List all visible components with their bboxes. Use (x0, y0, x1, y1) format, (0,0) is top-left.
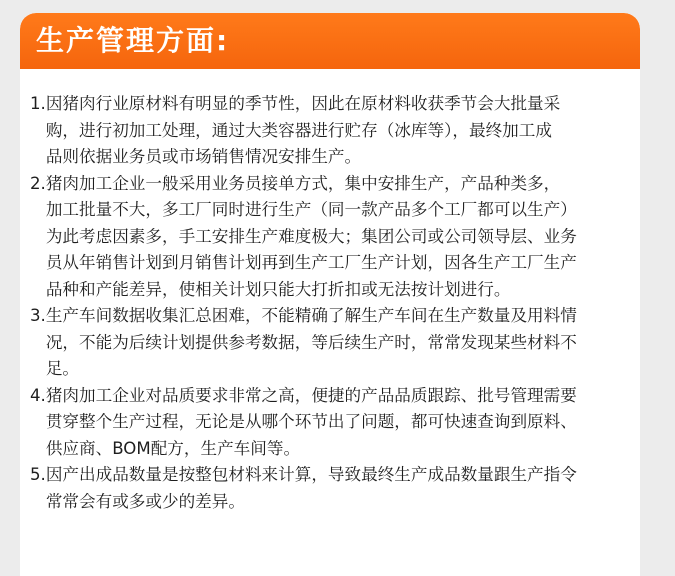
list-item (30, 303, 636, 383)
item-line: 况，不能为后续计划提供参考数据，等后续生产时，常常发现某些材料不 (45, 332, 577, 352)
item-number: 1. (30, 94, 46, 113)
list-item (30, 383, 636, 463)
item-text (46, 462, 636, 515)
item-line: 生产车间数据收集汇总困难，不能精确了解生产车间在生产数量及用料情 (45, 306, 577, 325)
item-line: 加工批量不大，多工厂同时进行生产（同一款产品多个工厂都可以生产） (45, 200, 577, 219)
item-line: 因猪肉行业原材料有明显的季节性，因此在原材料收获季节会大批量采 (45, 94, 561, 113)
list-item (30, 462, 636, 515)
list-item (30, 171, 636, 304)
item-line: 因产出成品数量是按整包材料来计算，导致最终生产成品数量跟生产指令 (45, 465, 577, 484)
item-line: 购，进行初加工处理，通过大类容器进行贮存（冰库等），最终加工成 (45, 120, 552, 140)
list-item (30, 91, 636, 171)
item-line: 猪肉加工企业对品质要求非常之高，便捷的产品品质跟踪、批号管理需要 (45, 385, 577, 405)
item-number: 3. (30, 306, 46, 325)
item-line: 供应商、BOM配方，生产车间等。 (45, 438, 301, 458)
item-text (46, 91, 636, 171)
section-title: 生产管理方面: (36, 24, 230, 57)
issue-list (30, 91, 636, 515)
item-number: 2. (30, 173, 46, 193)
item-line: 贯穿整个生产过程，无论是从哪个环节出了问题，都可快速查询到原料、 (45, 412, 577, 431)
item-line: 品种和产能差异，使相关计划只能大打折扣或无法按计划进行。 (45, 279, 511, 299)
section-header (20, 13, 640, 69)
item-number: 4. (30, 385, 46, 405)
item-line: 常常会有或多或少的差异。 (45, 491, 245, 511)
item-line: 足。 (45, 359, 80, 378)
item-text (46, 171, 636, 304)
item-text (46, 303, 636, 383)
item-line: 员从年销售计划到月销售计划再到生产工厂生产计划，因各生产工厂生产 (45, 253, 577, 272)
item-line: 品则依据业务员或市场销售情况安排生产。 (45, 147, 362, 166)
content-card (20, 13, 640, 576)
item-line: 猪肉加工企业一般采用业务员接单方式，集中安排生产，产品种类多， (45, 173, 561, 193)
item-number: 5. (30, 465, 46, 484)
item-text (46, 383, 636, 463)
item-line: 为此考虑因素多，手工安排生产难度极大；集团公司或公司领导层、业务 (45, 226, 577, 246)
